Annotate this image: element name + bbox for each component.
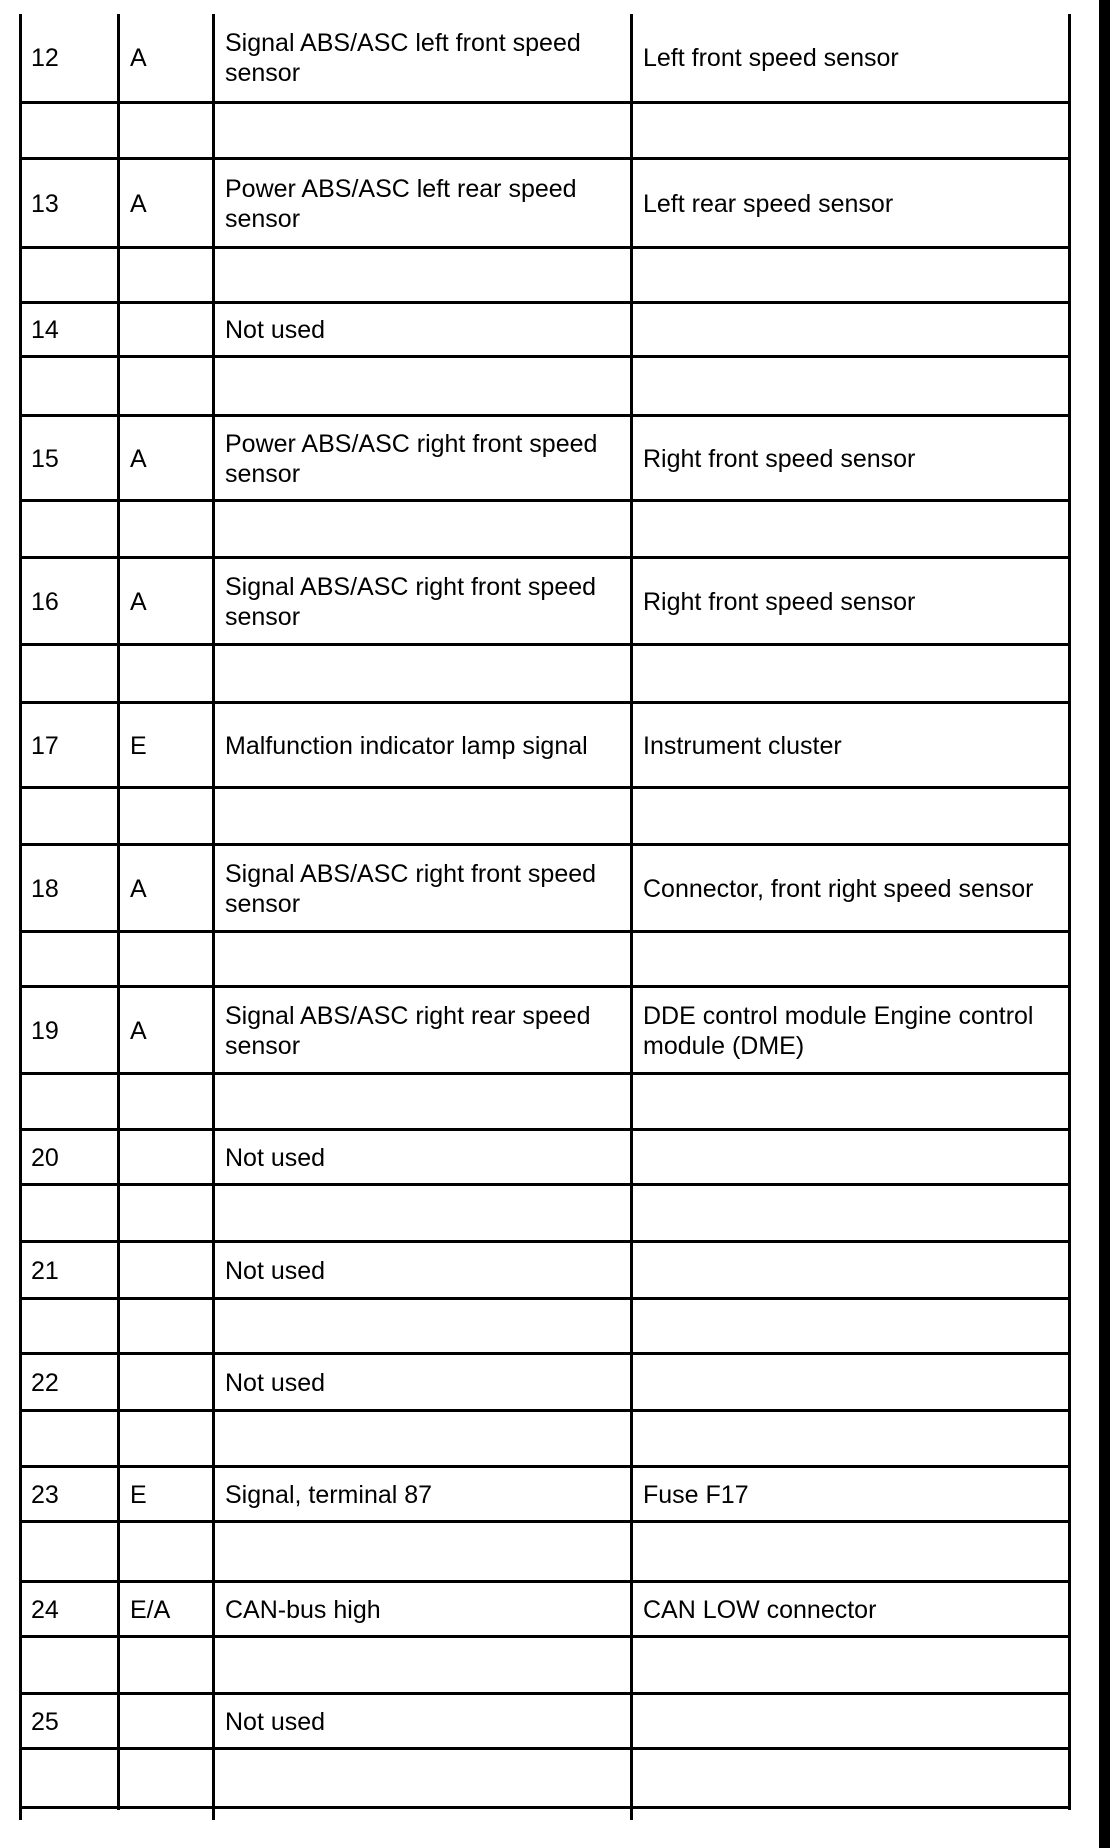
signal-type: E/A	[130, 1596, 171, 1624]
pin-connection	[643, 304, 1073, 356]
pin-connection	[643, 1355, 1073, 1411]
row-divider	[19, 246, 1071, 249]
table-row	[19, 559, 1071, 645]
row-divider	[19, 786, 1071, 789]
table-row	[19, 1468, 1071, 1522]
table-row	[19, 14, 1071, 102]
signal-type: A	[130, 190, 147, 218]
row-divider	[19, 1806, 1071, 1809]
table-row	[19, 1131, 1071, 1185]
signal-type	[130, 304, 220, 356]
pin-description: Not used	[225, 1369, 326, 1397]
pin-number: 25	[31, 1708, 59, 1736]
row-divider	[19, 643, 1071, 646]
table-row	[19, 417, 1071, 501]
table-row	[19, 1695, 1071, 1749]
signal-type: A	[130, 588, 147, 616]
pin-number: 13	[31, 190, 59, 218]
row-divider	[19, 355, 1071, 358]
pin-description: Signal ABS/ASC left front speed sensor	[225, 29, 581, 87]
pin-description: CAN-bus high	[225, 1596, 381, 1624]
row-divider	[19, 499, 1071, 502]
pin-number: 20	[31, 1144, 59, 1172]
signal-type	[130, 1355, 220, 1411]
pin-number: 18	[31, 875, 59, 903]
pin-number: 22	[31, 1369, 59, 1397]
table-row	[19, 1243, 1071, 1299]
pin-description: Power ABS/ASC left rear speed sensor	[225, 175, 577, 233]
pin-description: Signal, terminal 87	[225, 1481, 433, 1509]
pin-description: Not used	[225, 1257, 326, 1285]
signal-type	[130, 1131, 220, 1185]
row-divider	[19, 1183, 1071, 1186]
pin-number: 16	[31, 588, 59, 616]
table-row	[19, 704, 1071, 788]
signal-type: E	[130, 732, 147, 760]
table-row	[19, 304, 1071, 356]
row-divider	[19, 1072, 1071, 1075]
pin-description: Not used	[225, 1708, 326, 1736]
table-row	[19, 846, 1071, 932]
pin-connection: Left front speed sensor	[643, 44, 899, 72]
pin-description: Not used	[225, 1144, 326, 1172]
pin-connection: Left rear speed sensor	[643, 190, 894, 218]
row-divider	[19, 101, 1071, 104]
pin-number: 14	[31, 316, 59, 344]
page-edge-bar	[1099, 0, 1110, 1848]
table-row	[19, 160, 1071, 248]
pin-description: Malfunction indicator lamp signal	[225, 732, 588, 760]
pin-connection: CAN LOW connector	[643, 1596, 877, 1624]
table-row	[19, 1355, 1071, 1411]
row-divider	[19, 1409, 1071, 1412]
pin-number: 15	[31, 445, 59, 473]
pin-description: Signal ABS/ASC right front speed sensor	[225, 860, 597, 918]
signal-type	[130, 1243, 220, 1299]
signal-type: A	[130, 44, 147, 72]
pin-connection	[643, 1131, 1073, 1185]
signal-type: E	[130, 1481, 147, 1509]
pin-connection: Connector, front right speed sensor	[643, 875, 1034, 903]
row-divider	[19, 1747, 1071, 1750]
pin-connection: Instrument cluster	[643, 732, 842, 760]
row-divider	[19, 1520, 1071, 1523]
pin-connection: DDE control module Engine control module (DME)	[643, 1002, 1034, 1060]
pin-number: 23	[31, 1481, 59, 1509]
signal-type	[130, 1695, 220, 1749]
signal-type: A	[130, 875, 147, 903]
table-row	[19, 988, 1071, 1074]
row-divider	[19, 930, 1071, 933]
pin-description: Signal ABS/ASC right rear speed sensor	[225, 1002, 591, 1060]
pin-number: 21	[31, 1257, 59, 1285]
signal-type: A	[130, 1017, 147, 1045]
pin-number: 24	[31, 1596, 59, 1624]
row-divider	[19, 1297, 1071, 1300]
row-divider	[19, 1635, 1071, 1638]
pin-description: Power ABS/ASC right front speed sensor	[225, 430, 598, 488]
pin-connection: Fuse F17	[643, 1481, 749, 1509]
signal-type: A	[130, 445, 147, 473]
pin-number: 19	[31, 1017, 59, 1045]
pin-number: 17	[31, 732, 59, 760]
pin-connection: Right front speed sensor	[643, 588, 916, 616]
pin-connection	[643, 1243, 1073, 1299]
pin-description: Signal ABS/ASC right front speed sensor	[225, 573, 597, 631]
pin-description: Not used	[225, 316, 326, 344]
pin-connection: Right front speed sensor	[643, 445, 916, 473]
table-row	[19, 1583, 1071, 1637]
pin-connection	[643, 1695, 1073, 1749]
pin-number: 12	[31, 44, 59, 72]
